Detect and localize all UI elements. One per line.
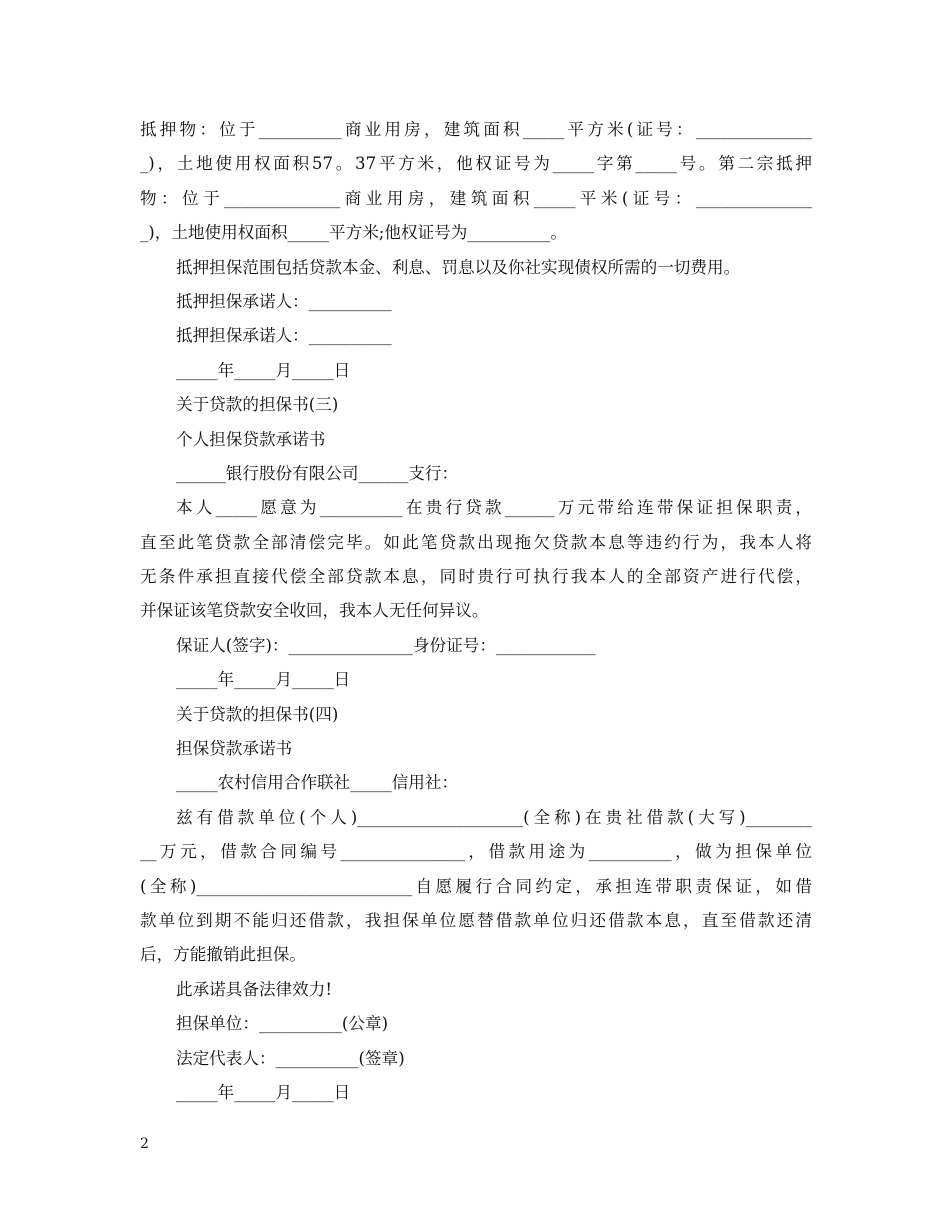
addressee-line: _____农村信用合作联社_____信用社： [176,773,459,793]
signature-line: 担保单位：__________(公章) [176,1014,389,1034]
text-line: _)，土地使用权面积57。37平方米，他权证号为_____字第_____号。第二宗抵押 [140,154,812,174]
text-line: _)，土地使用权面积_____平方米;他权证号为__________。 [140,223,567,243]
signature-line: 抵押担保承诺人：__________ [176,326,392,346]
section-title: 关于贷款的担保书(三) [176,395,339,415]
addressee-line: ______银行股份有限公司______支行： [176,463,459,483]
date-line: _____年_____月_____日 [176,360,351,380]
signature-line: 抵押担保承诺人：__________ [176,291,392,311]
text-line: 抵押物：位于__________商业用房，建筑面积_____平方米(证号：______________ [140,120,812,139]
signature-line: 法定代表人：__________(签章) [176,1048,405,1068]
text-line: 抵押担保范围包括贷款本金、利息、罚息以及你社实现债权所需的一切费用。 [176,257,741,277]
text-line: 兹有借款单位(个人)____________________(全称)在贵社借款(大写)________ [176,807,812,827]
page-number: 2 [140,1136,149,1152]
text-line: 本人_____愿意为__________在贵行贷款______万元带给连带保证担保职责， [176,498,812,518]
section-subtitle: 担保贷款承诺书 [176,739,293,759]
text-line: 此承诺具备法律效力! [176,979,333,999]
text-line: 物：位于______________商业用房，建筑面积_____平米(证号：______________ [140,188,812,208]
text-line: 直至此笔贷款全部清偿完毕。如此笔贷款出现拖欠贷款本息等违约行为，我本人将 [140,532,812,552]
text-line: __万元，借款合同编号_______________，借款用途为__________，做为担保单位 [140,842,812,862]
date-line: _____年_____月_____日 [176,1082,351,1102]
document-body [140,113,812,1110]
text-line: 款单位到期不能归还借款，我担保单位愿替借款单位归还借款本息，直至借款还清 [140,910,812,930]
date-line: _____年_____月_____日 [176,670,351,690]
text-line: 后，方能撤销此担保。 [140,945,306,965]
section-title: 关于贷款的担保书(四) [176,704,339,724]
section-subtitle: 个人担保贷款承诺书 [176,429,326,449]
text-line: 并保证该笔贷款安全收回，我本人无任何异议。 [140,601,489,621]
signature-line: 保证人(签字)：_______________身份证号：____________ [176,635,596,655]
text-line: (全称)__________________________自愿履行合同约定，承担连带职责保证，如借 [140,876,812,896]
text-line: 无条件承担直接代偿全部贷款本息，同时贵行可执行我本人的全部资产进行代偿， [140,567,812,587]
